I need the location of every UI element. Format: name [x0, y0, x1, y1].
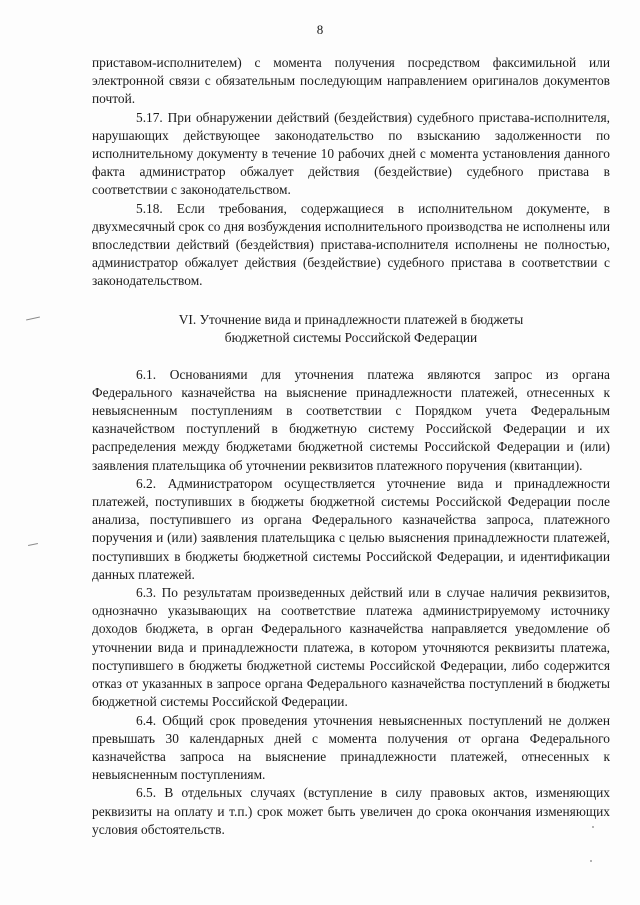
paragraph-6-2: 6.2. Администратором осуществляется уточнение вида и принадлежности платежей, поступивших в бюджеты бюджетной системы Российской Федерации после анализа, поступившего из органа Федерального казначейства запроса, платежного поручения и (или) заявления плательщика с целью выяснения принадлежности платежей, поступивших в бюджеты бюджетной системы Российской Федерации, и идентификации данных платежей. [92, 475, 610, 582]
paragraph-6-5: 6.5. В отдельных случаях (вступление в силу правовых актов, изменяющих реквизиты на оплату и т.п.) срок может быть увеличен до срока окончания изменяющих условия обстоятельств. [92, 785, 610, 837]
paragraph-5-18: 5.18. Если требования, содержащиеся в исполнительном документе, в двухмесячный срок со дня возбуждения исполнительного производства не исполнены или впоследствии действий (бездействия) пристава-исполнителя исполнены не полностью, администратор обжалует действия (бездействие) судебного пристава в соответствии с законодательством. [92, 200, 610, 289]
section-heading-line-1: VI. Уточнение вида и принадлежности платежей в бюджеты [178, 311, 524, 327]
margin-mark [28, 543, 38, 546]
paragraph-6-4: 6.4. Общий срок проведения уточнения невыясненных поступлений не должен превышать 30 календарных дней с момента получения от органа Федерального казначейства запроса на выяснение принадлежности платежей, отнесенных к невыясненным поступлениям. [92, 712, 610, 783]
paragraph-5-17: 5.17. При обнаружении действий (бездействия) судебного пристава-исполнителя, нарушающих действующее законодательство по взысканию задолженности по исполнительному документу в течение 10 рабочих дней с момента установления данного факта администратор обжалует действия (бездействие) судебного пристава в соответствии с законодательством. [92, 109, 610, 198]
paragraph-6-1: 6.1. Основаниями для уточнения платежа являются запрос из органа Федерального казначейства на выяснение принадлежности платежей, отнесенных к невыясненным поступлениям в соответствии с Порядком учета Федеральным казначейством поступлений в бюджетную систему Российской Федерации и их распределения между бюджетами бюджетной системы Российской Федерации и (или) заявления плательщика об уточнении реквизитов платежного поручения (квитанции). [92, 366, 610, 473]
section-heading-line-2: бюджетной системы Российской Федерации [224, 330, 478, 346]
document-body [92, 54, 610, 839]
scan-speck [590, 860, 592, 862]
paragraph-6-3: 6.3. По результатам произведенных действий или в случае наличия реквизитов, однозначно указывающих на соответствие платежа администрируемому источнику доходов бюджета, в орган Федерального казначейства направляется уведомление об уточнении вида и принадлежности платежа, в котором уточняются реквизиты платежа, поступившего в бюджеты бюджетной системы Российской Федерации, либо содержится отказ от указанных в запросе органа Федерального казначейства поступлений в бюджеты бюджетной системы Российской Федерации. [92, 585, 610, 710]
section-heading [92, 311, 610, 348]
paragraph-continuation: приставом-исполнителем) с момента получения посредством факсимильной или электронной связи с обязательным последующим направлением оригиналов документов почтой. [92, 55, 610, 107]
page-number: 8 [316, 22, 324, 37]
margin-mark [26, 317, 40, 321]
